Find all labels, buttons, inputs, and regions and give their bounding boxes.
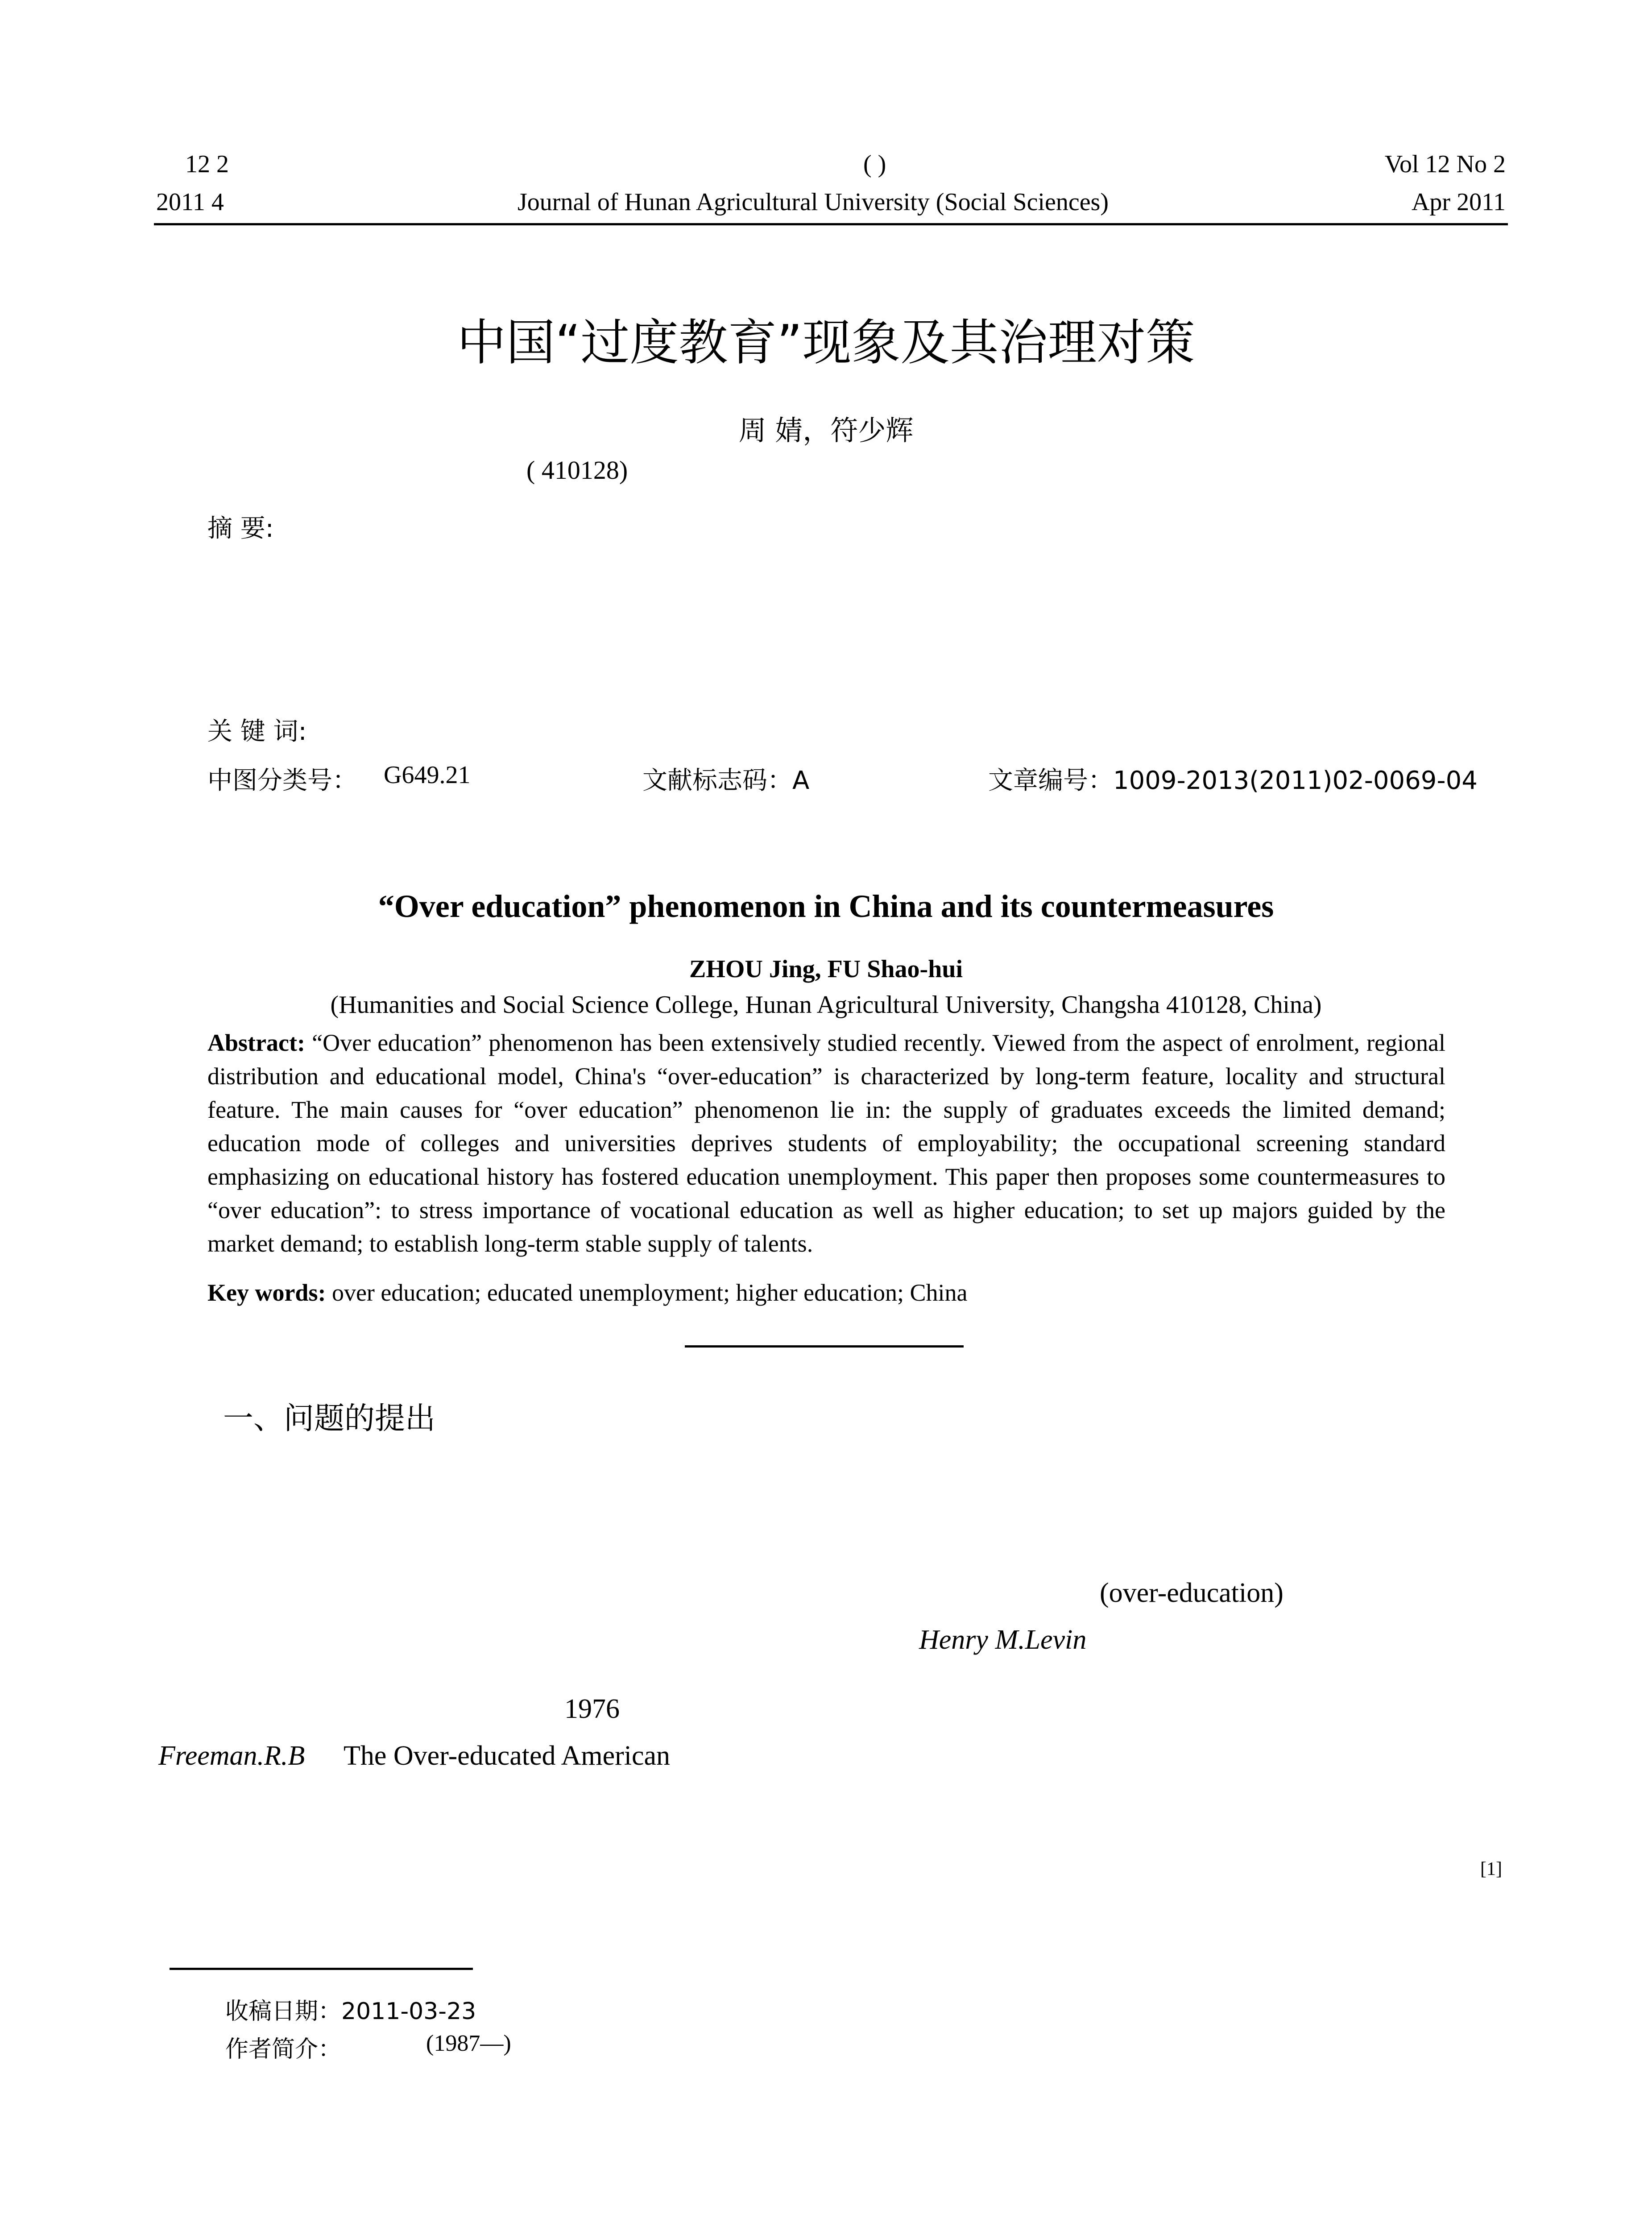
article-number: 文章编号：1009-2013(2011)02-0069-04 — [988, 766, 1478, 795]
citation-year: 1976 — [564, 1694, 620, 1724]
english-affiliation: (Humanities and Social Science College, Hunan Agricultural University, Changsha 410128, China) — [330, 991, 1322, 1019]
abstract-text: “Over education” phenomenon has been extensively studied recently. Viewed from the aspect of enrolment, regional distribution and educational model, China's “over-education” is characterized by long-term feature, locality and structural feature. The main causes for “over education” phenomenon lie in: the supply of graduates exceeds the limited demand; education mode of colleges and universities deprives students of employability; the occupational screening standard emphasizing on educational history has fostered education unemployment. This paper then proposes some countermeasures to “over education”: to stress importance of vocational education as well as higher education; to set up majors guided by the market demand; to establish long-term stable supply of talents. — [207, 1029, 1445, 1257]
citation-levin: Henry M.Levin — [919, 1625, 1087, 1655]
classification-value: G649.21 — [384, 761, 471, 789]
term-over-education: (over-education) — [1100, 1578, 1284, 1608]
classification-label: 中图分类号： — [207, 766, 357, 795]
english-abstract — [207, 1026, 1445, 1261]
document-code: 文献标志码：A — [642, 766, 810, 795]
keywords-text: over education; educated unemployment; higher education; China — [326, 1279, 968, 1306]
abstract-label-cn: 摘 要: — [207, 514, 274, 543]
header-journal-cn: ( ) — [863, 150, 886, 178]
header-rule — [154, 223, 1508, 225]
reference-marker: [1] — [1480, 1859, 1502, 1879]
header-journal-en: Journal of Hunan Agricultural University (Social Sciences) — [518, 188, 1109, 216]
english-keywords — [207, 1276, 1445, 1310]
header-volume: 12 2 — [185, 150, 229, 178]
footnote-author-label: 作者简介： — [225, 2036, 342, 2063]
section-divider — [685, 1345, 964, 1348]
keywords-label-cn: 关 键 词: — [207, 717, 307, 746]
section-heading: 一、问题的提出 — [223, 1401, 436, 1436]
keywords-label: Key words: — [207, 1279, 326, 1306]
english-title: “Over education” phenomenon in China and its countermeasures — [378, 888, 1274, 924]
english-authors: ZHOU Jing, FU Shao-hui — [689, 955, 963, 983]
header-date-en: Apr 2011 — [1411, 188, 1506, 216]
page-title: 中国“过度教育”现象及其治理对策 — [457, 314, 1195, 371]
footnote-received: 收稿日期：2011-03-23 — [225, 1998, 476, 2025]
article-authors: 周 婧，符少辉 — [738, 414, 914, 447]
citation-freeman: Freeman.R.B — [158, 1741, 305, 1771]
header-vol-en: Vol 12 No 2 — [1384, 150, 1506, 178]
footnote-rule — [170, 1968, 473, 1970]
header-date: 2011 4 — [156, 188, 224, 216]
citation-book: The Over-educated American — [344, 1741, 671, 1771]
article-affiliation: ( 410128) — [526, 456, 628, 485]
footnote-author-years: (1987—) — [426, 2031, 511, 2056]
abstract-label: Abstract: — [207, 1029, 305, 1056]
